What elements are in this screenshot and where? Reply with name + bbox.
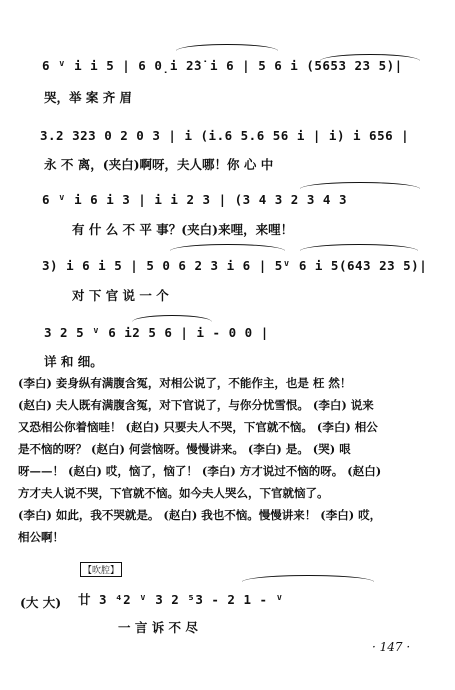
score-row-3-notes: 6 ⱽ i 6 i 3 | i i 2 3 | (3 4 3 2 3 4 3 (42, 192, 347, 207)
slur (242, 575, 374, 582)
score-row-4-lyrics: 对 下 官 说 一 个 (72, 288, 169, 303)
slur (176, 44, 278, 51)
dialogue-line: (李白) 妾身纵有满腹含冤，对相公说了，不能作主，也是 枉 然！ (18, 376, 352, 390)
slur (300, 244, 418, 251)
slur (170, 244, 285, 251)
dialogue-line: (李白) 如此，我不哭就是。 (赵白) 我也不恼。慢慢讲来！ (李白) 哎， (18, 508, 382, 522)
dialogue-line: 方才夫人说不哭，下官就不恼。如今夫人哭么，下官就恼了。 (18, 486, 329, 500)
final-notes: 廿 3 ⁴2 ⱽ 3 2 ⁵3 - 2 1 - ⱽ (78, 592, 284, 607)
dialogue-line: 又恐相公你着恼哇！ (赵白) 只要夫人不哭，下官就不恼。 (李白) 相公 (18, 420, 378, 434)
final-lyrics: 一 言 诉 不 尽 (118, 620, 198, 635)
score-row-4-notes: 3) i 6 i 5 | 5 0 6 2 3 i 6 | 5ⱽ 6 i 5(643 23 5)| (42, 258, 428, 273)
slur (132, 315, 212, 322)
score-row-5-lyrics: 详 和 细。 (44, 354, 103, 369)
dialogue-text (18, 372, 438, 548)
dialogue-line: (赵白) 夫人既有满腹含冤，对下官说了，与你分忧雪恨。 (李白) 说来 (18, 398, 374, 412)
score-row-1-lyrics: 哭，举 案 齐 眉 (44, 90, 133, 105)
section-tag: 【吹腔】 (80, 562, 122, 577)
score-row-2-notes: 3.2 323 0 2 0 3 | i (i.6 5.6 56 i | i) i 656 | (40, 128, 410, 143)
final-prefix: (大 大) (20, 595, 62, 610)
dialogue-line: 呀——！ (赵白) 哎，恼了，恼了！ (李白) 方才说过不恼的呀。 (赵白) (18, 464, 382, 478)
page-number: · 147 · (372, 640, 411, 654)
score-row-5-notes: 3 2 5 ⱽ 6 i2 5 6 | i - 0 0 | (44, 325, 269, 340)
score-row-2-lyrics: 永 不 离，(夹白)啊呀，夫人哪！你 心 中 (44, 157, 274, 172)
slur (320, 54, 420, 61)
slur (300, 182, 420, 189)
score-row-1-notes: 6 ⱽ i i 5 | 6 0̣i 2̇3̇ i 6 | 5 6 i (5653 23 5)| (42, 58, 403, 73)
dialogue-line: 是不恼的呀？ (赵白) 何尝恼呀。慢慢讲来。 (李白) 是。 (哭) 哏 (18, 442, 351, 456)
dialogue-line: 相公啊！ (18, 530, 64, 544)
score-row-3-lyrics: 有 什 么 不 平 事？(夹白)来哩，来哩！ (72, 222, 294, 237)
